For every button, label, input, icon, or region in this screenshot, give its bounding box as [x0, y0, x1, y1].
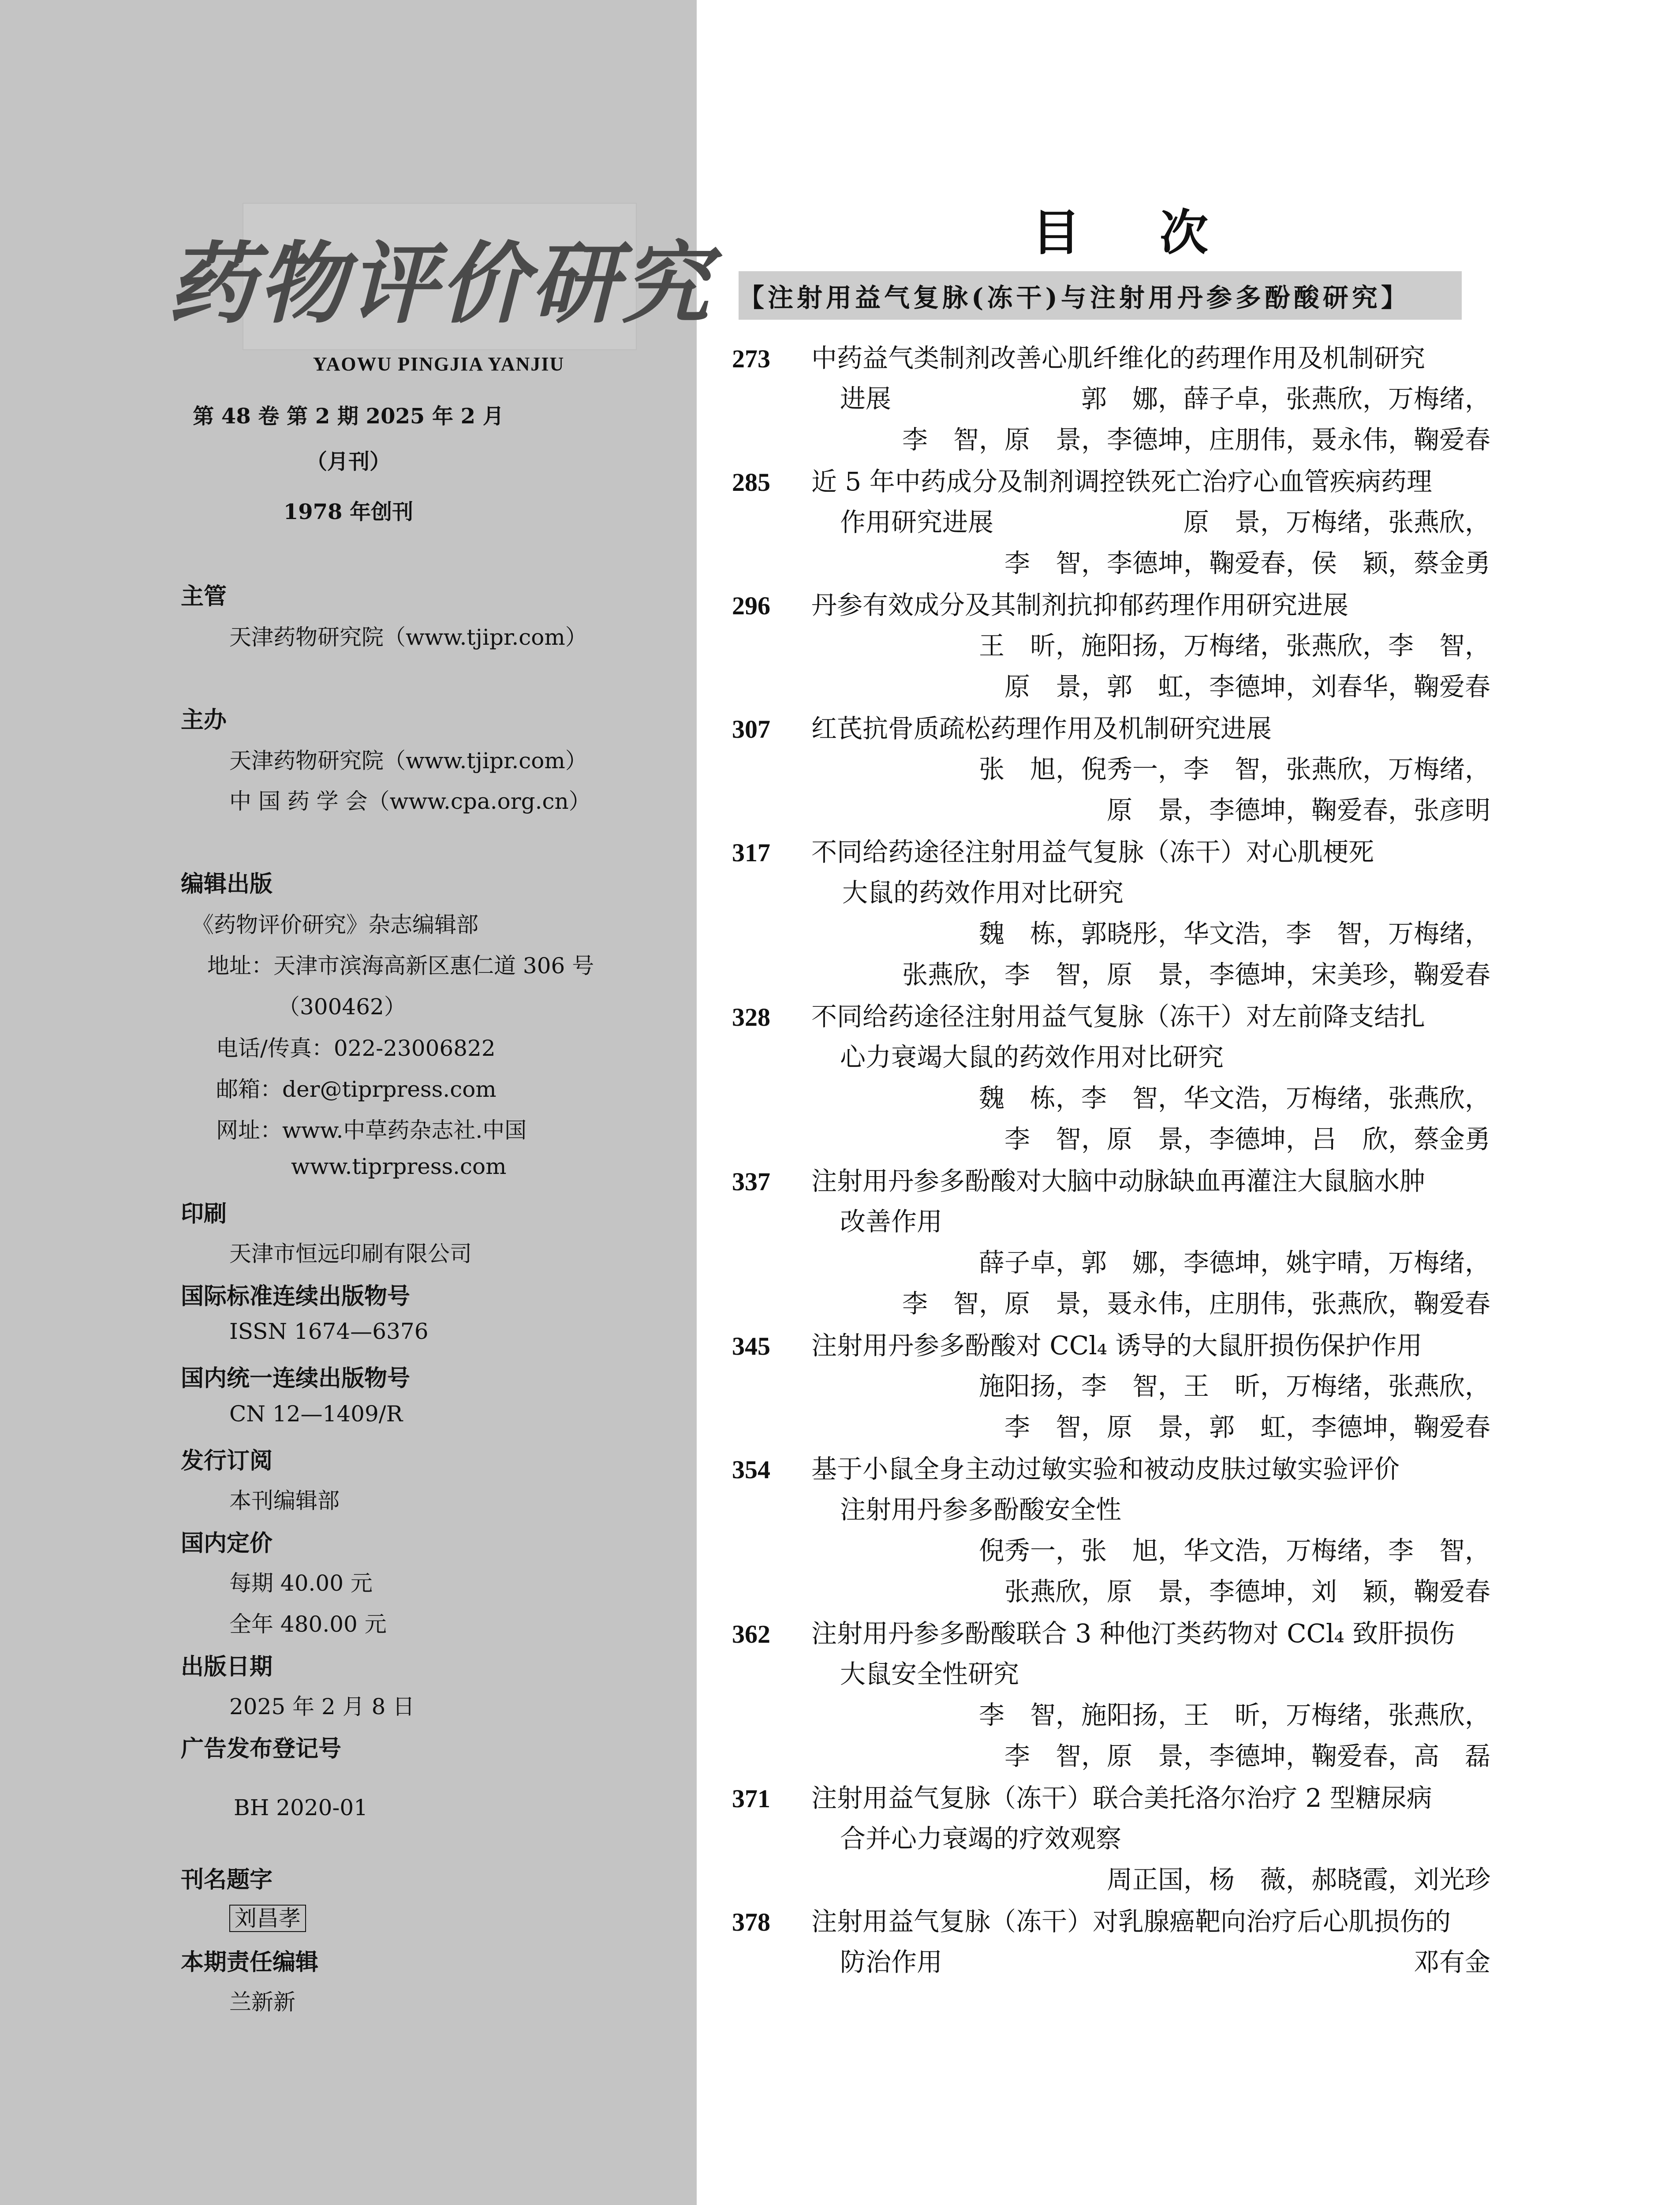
frequency: （月刊）	[306, 449, 391, 474]
cn-value: CN 12—1409/R	[229, 1401, 403, 1427]
publisher-line: 《药物评价研究》杂志编辑部	[192, 912, 478, 938]
toc-title-line: 注射用益气复脉（冻干）联合美托洛尔治疗 2 型糖尿病	[811, 1783, 1432, 1813]
inscription-heading: 刊名题字	[181, 1867, 273, 1893]
toc-page-number: 371	[732, 1784, 770, 1813]
toc-title-line: 改善作用	[840, 1207, 943, 1237]
toc-title-line: 大鼠的药效作用对比研究	[842, 878, 1124, 908]
sidebar	[0, 0, 713, 2205]
toc-authors: 原 景，万梅绪，张燕欣，	[1183, 507, 1490, 537]
ad-registration: BH 2020-01	[234, 1795, 368, 1820]
toc-authors: 魏 栋，郭晓彤，华文浩，李 智，万梅绪，	[978, 919, 1490, 949]
toc-page-number: 285	[732, 468, 770, 497]
toc-title-line: 红芪抗骨质疏松药理作用及机制研究进展	[811, 714, 1272, 744]
toc-page-number: 296	[732, 591, 770, 620]
publisher-email: 邮箱：der@tiprpress.com	[216, 1076, 497, 1102]
toc-title-line: 基于小鼠全身主动过敏实验和被动皮肤过敏实验评价	[811, 1454, 1400, 1484]
publisher-website-alt: www.tiprpress.com	[291, 1154, 507, 1179]
toc-authors: 薛子卓，郭 娜，李德坤，姚宇晴，万梅绪，	[978, 1248, 1490, 1278]
toc-page-number: 273	[732, 344, 770, 373]
sponsor-line: 天津药物研究院（www.tjipr.com）	[229, 748, 587, 774]
toc-authors: 李 智，原 景，郭 虹，李德坤，鞠爱春	[1004, 1412, 1490, 1442]
toc-title-line: 丹参有效成分及其制剂抗抑郁药理作用研究进展	[811, 590, 1349, 620]
toc-authors: 魏 栋，李 智，华文浩，万梅绪，张燕欣，	[978, 1083, 1490, 1113]
publisher-phone: 电话/传真：022-23006822	[216, 1035, 496, 1061]
competent-line: 天津药物研究院（www.tjipr.com）	[229, 624, 587, 650]
toc-title-line: 作用研究进展	[840, 507, 994, 537]
journal-logo-text: 药物评价研究	[167, 232, 713, 336]
toc-title-line: 进展	[840, 384, 892, 414]
price-per-issue: 每期 40.00 元	[229, 1570, 373, 1596]
distribution-heading: 发行订阅	[181, 1448, 273, 1474]
publisher-postcode: （300462）	[278, 994, 406, 1020]
toc-page-number: 354	[732, 1455, 770, 1484]
toc-title-line: 不同给药途径注射用益气复脉（冻干）对心肌梗死	[811, 837, 1374, 867]
toc-title-line: 近 5 年中药成分及制剂调控铁死亡治疗心血管疾病药理	[811, 467, 1432, 497]
price-annual: 全年 480.00 元	[229, 1611, 387, 1637]
toc-title-line: 注射用丹参多酚酸对大脑中动脉缺血再灌注大鼠脑水肿	[811, 1166, 1426, 1196]
issue-info: 第 48 卷 第 2 期 2025 年 2 月	[193, 404, 504, 429]
price-heading: 国内定价	[181, 1530, 273, 1557]
date-heading: 出版日期	[181, 1654, 273, 1680]
distribution-line: 本刊编辑部	[229, 1488, 340, 1514]
publisher-address: 地址：天津市滨海高新区惠仁道 306 号	[207, 953, 594, 979]
toc-authors: 李 智，施阳扬，王 昕，万梅绪，张燕欣，	[978, 1700, 1490, 1730]
toc-title-line: 注射用丹参多酚酸安全性	[840, 1495, 1122, 1525]
toc-authors: 施阳扬，李 智，王 昕，万梅绪，张燕欣，	[978, 1371, 1490, 1401]
toc-page-number: 337	[732, 1167, 770, 1196]
toc-authors: 李 智，原 景，李德坤，鞠爱春，高 磊	[1004, 1741, 1490, 1771]
toc-authors: 张燕欣，李 智，原 景，李德坤，宋美珍，鞠爱春	[902, 960, 1490, 990]
toc-title-line: 心力衰竭大鼠的药效作用对比研究	[840, 1042, 1224, 1072]
toc-page-number: 362	[732, 1620, 770, 1648]
cn-heading: 国内统一连续出版物号	[181, 1365, 411, 1392]
printing-line: 天津市恒远印刷有限公司	[229, 1241, 472, 1267]
toc-page-number: 345	[732, 1332, 770, 1360]
publisher-heading: 编辑出版	[181, 871, 273, 897]
toc-authors: 张 旭，倪秀一，李 智，张燕欣，万梅绪，	[978, 754, 1490, 784]
toc-authors: 张燕欣，原 景，李德坤，刘 颖，鞠爱春	[1004, 1577, 1490, 1607]
toc-title-line: 注射用益气复脉（冻干）对乳腺癌靶向治疗后心肌损伤的	[811, 1906, 1451, 1936]
toc-page-number: 307	[732, 715, 770, 744]
toc-page-number: 378	[732, 1908, 770, 1936]
toc-authors: 李 智，原 景，聂永伟，庄朋伟，张燕欣，鞠爱春	[902, 1289, 1490, 1319]
journal-pinyin: YAOWU PINGJIA YANJIU	[313, 353, 565, 375]
toc-authors: 周正国，杨 薇，郝晓霞，刘光珍	[1106, 1865, 1490, 1895]
toc-title-line: 防治作用	[840, 1947, 943, 1977]
toc-title-line: 合并心力衰竭的疗效观察	[840, 1824, 1122, 1854]
toc-authors: 原 景，李德坤，鞠爱春，张彦明	[1106, 795, 1490, 825]
toc-authors: 郭 娜，薛子卓，张燕欣，万梅绪，	[1081, 384, 1490, 414]
inscription-box: 刘昌孝	[229, 1905, 306, 1932]
toc-page-number: 328	[732, 1003, 770, 1031]
toc-authors: 李 智，李德坤，鞠爱春，侯 颖，蔡金勇	[1004, 548, 1490, 578]
editor-name: 兰新新	[229, 1989, 295, 2015]
inscription-value	[229, 1901, 306, 1932]
competent-heading: 主管	[181, 583, 227, 610]
toc-authors: 倪秀一，张 旭，华文浩，万梅绪，李 智，	[978, 1536, 1490, 1566]
printing-heading: 印刷	[181, 1201, 227, 1227]
ad-heading: 广告发布登记号	[181, 1736, 342, 1762]
sponsor-line: 中 国 药 学 会（www.cpa.org.cn）	[229, 789, 591, 814]
toc-title-line: 不同给药途径注射用益气复脉（冻干）对左前降支结扎	[811, 1002, 1426, 1031]
publisher-website: 网址：www.中草药杂志社.中国	[216, 1117, 527, 1143]
toc-title-line: 注射用丹参多酚酸对 CCl₄ 诱导的大鼠肝损伤保护作用	[811, 1330, 1422, 1360]
founded-year: 1978 年创刊	[283, 500, 414, 524]
toc-authors: 原 景，郭 虹，李德坤，刘春华，鞠爱春	[1004, 672, 1490, 702]
section-banner: 【注射用益气复脉(冻干)与注射用丹参多酚酸研究】	[739, 271, 1462, 320]
sponsor-heading: 主办	[181, 707, 227, 733]
toc-authors: 李 智，原 景，李德坤，庄朋伟，聂永伟，鞠爱春	[902, 425, 1490, 455]
toc-title: 目次	[1032, 204, 1288, 261]
toc-authors: 王 昕，施阳扬，万梅绪，张燕欣，李 智，	[978, 631, 1490, 661]
publication-date: 2025 年 2 月 8 日	[229, 1694, 415, 1719]
toc-authors: 邓有金	[1413, 1947, 1490, 1977]
editor-heading: 本期责任编辑	[181, 1949, 319, 1976]
toc-authors: 李 智，原 景，李德坤，吕 欣，蔡金勇	[1004, 1124, 1490, 1154]
issn-heading: 国际标准连续出版物号	[181, 1283, 411, 1310]
toc-title-line: 注射用丹参多酚酸联合 3 种他汀类药物对 CCl₄ 致肝损伤	[811, 1618, 1455, 1648]
journal-logo	[167, 203, 713, 350]
toc-page-number: 317	[732, 838, 770, 867]
toc-title-line: 大鼠安全性研究	[840, 1659, 1019, 1689]
issn-value: ISSN 1674—6376	[229, 1319, 429, 1344]
toc-title-line: 中药益气类制剂改善心肌纤维化的药理作用及机制研究	[811, 343, 1426, 373]
